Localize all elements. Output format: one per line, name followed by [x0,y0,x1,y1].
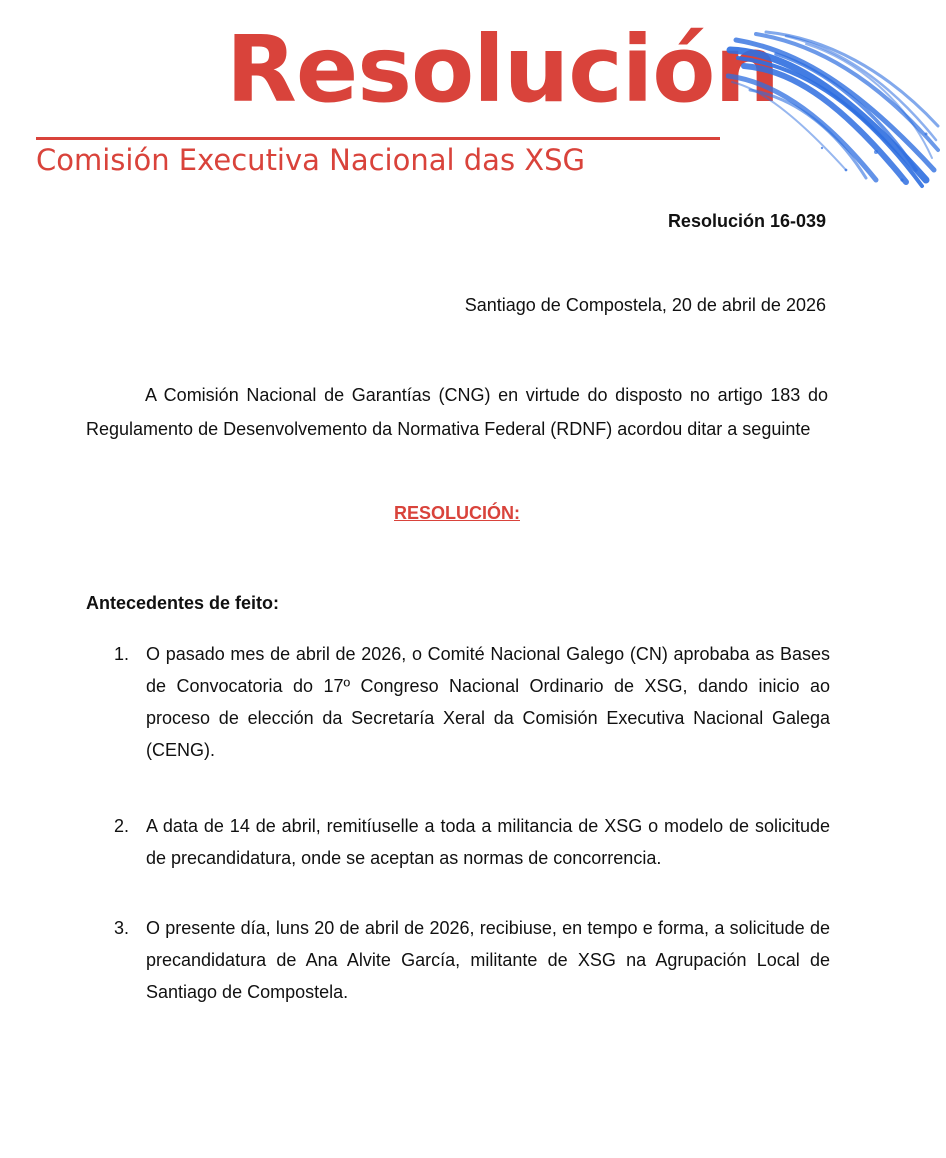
intro-paragraph: A Comisión Nacional de Garantías (CNG) en virtude do disposto no artigo 183 do Regulamento de Desenvolvemento da Normativa Federal (RDNF) acordou ditar a seguinte [86,385,828,439]
list-item [114,810,830,874]
letterhead-rule [36,137,720,140]
place-and-date: Santiago de Compostela, 20 de abril de 2026 [464,295,826,315]
brush-stroke-logo [726,30,940,190]
list-item-number: 1. [114,644,130,664]
list-item-text: A data de 14 de abril, remitíuselle a toda a militancia de XSG o modelo de solicitude de precandidatura, onde se aceptan as normas de concorrencia. [146,816,830,868]
list-item [114,912,830,1008]
list-item-text: O presente día, luns 20 de abril de 2026, recibiuse, en tempo e forma, a solicitude de precandidatura de Ana Alvite García, militante de XSG na Agrupación Local de Santiago de Compostela. [146,918,830,1002]
letterhead-subtitle: Comisión Executiva Nacional das XSG [36,143,586,177]
list-item-number: 3. [114,918,130,938]
list-item-text: O pasado mes de abril de 2026, o Comité Nacional Galego (CN) aprobaba as Bases de Convocatoria do 17º Congreso Nacional Ordinario de XSG, dando inicio ao proceso de elección da Secretaría Xeral da Comisión Executiva Nacional Galega (CENG). [146,644,830,760]
list-item [114,638,830,766]
section-title-antecedentes: Antecedentes de feito: [86,593,280,613]
resolution-reference: Resolución 16-039 [667,211,826,231]
list-item-number: 2. [114,816,130,836]
letterhead-title: Resolución [226,16,780,123]
resolution-heading: RESOLUCIÓN: [394,503,520,523]
